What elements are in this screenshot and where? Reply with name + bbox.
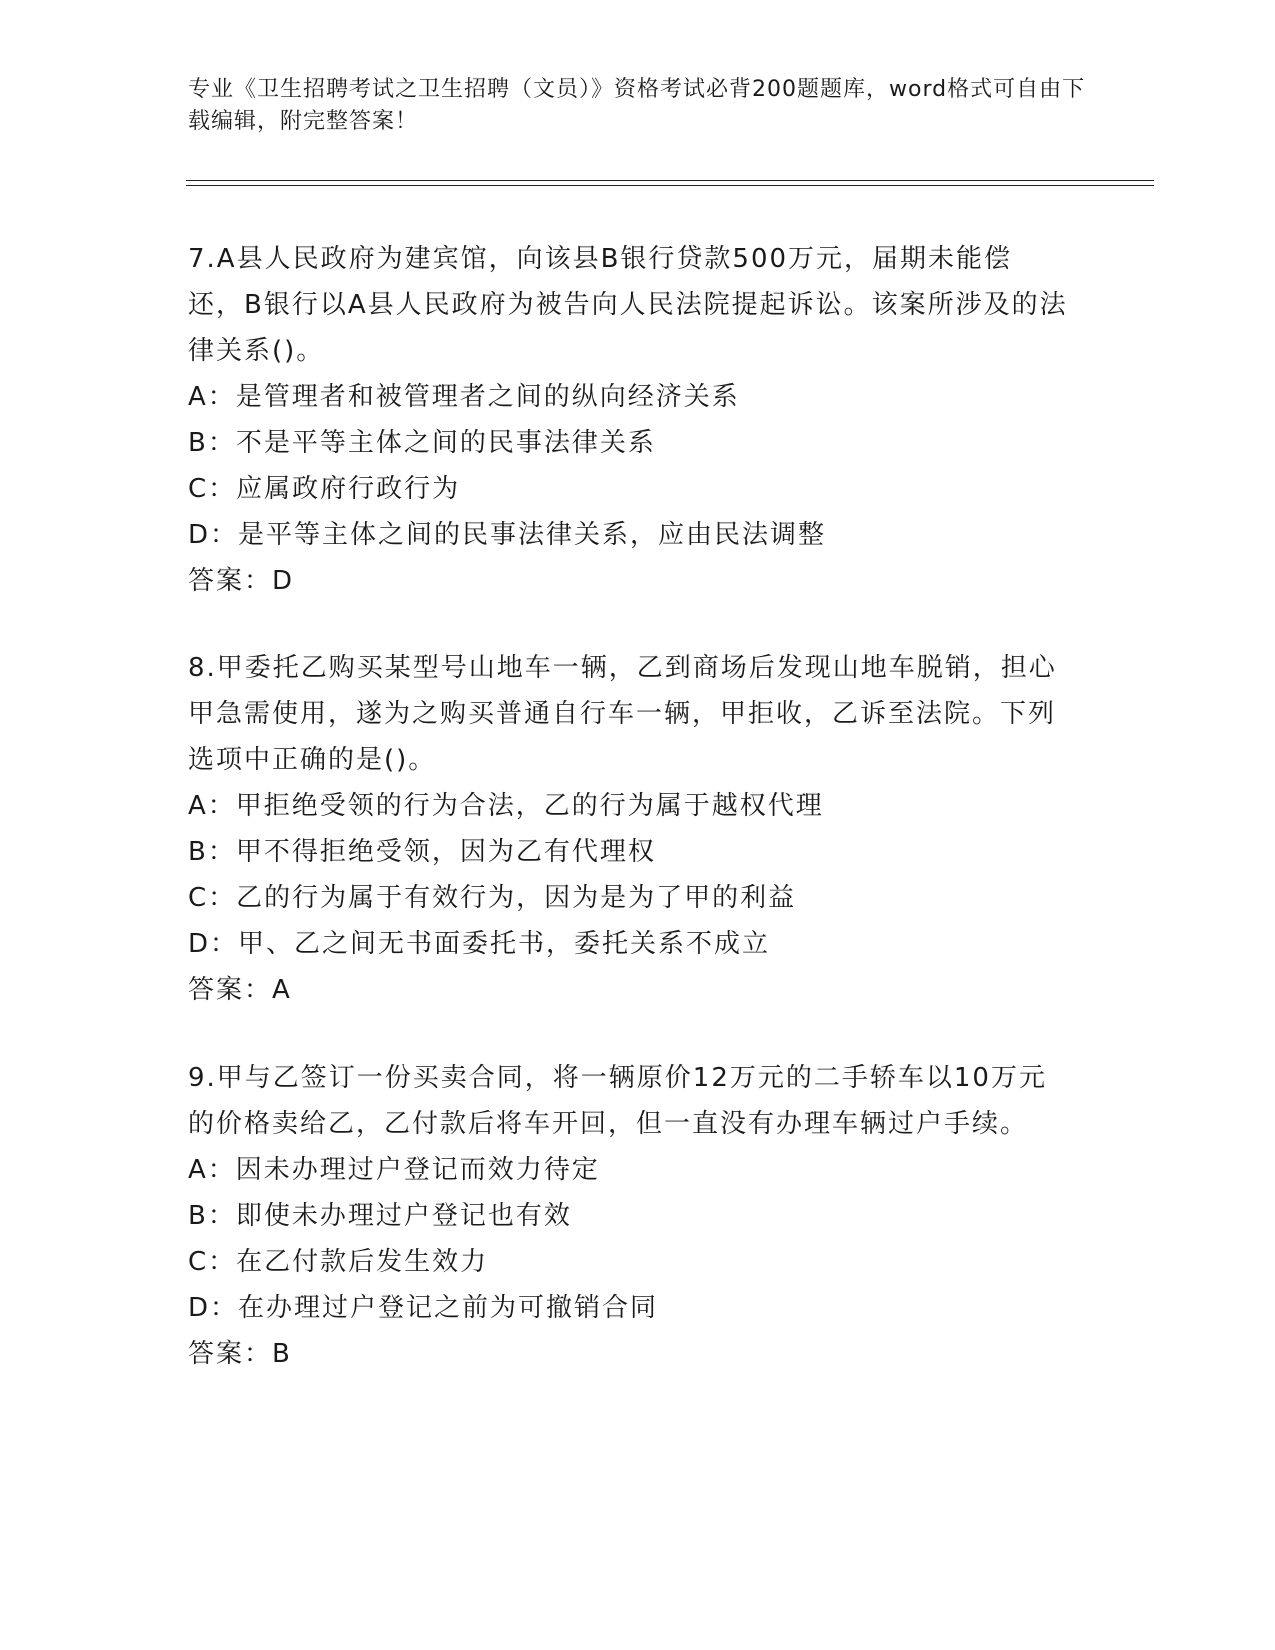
- header-divider-bottom: [186, 185, 1154, 186]
- option-b: B：即使未办理过户登记也有效: [188, 1201, 572, 1231]
- option-c: C：应属政府行政行为: [188, 474, 461, 504]
- option-c: C：乙的行为属于有效行为，因为是为了甲的利益: [188, 883, 797, 913]
- option-d: D：在办理过户登记之前为可撤销合同: [188, 1293, 659, 1323]
- answer-key: 答案：D: [188, 566, 295, 596]
- header-divider-top: [186, 180, 1154, 181]
- option-d: D：甲、乙之间无书面委托书，委托关系不成立: [188, 929, 771, 959]
- question-9: [188, 1055, 1088, 1377]
- option-a: A：因未办理过户登记而效力待定: [188, 1155, 600, 1185]
- option-a: A：甲拒绝受领的行为合法，乙的行为属于越权代理: [188, 791, 824, 821]
- option-c: C：在乙付款后发生效力: [188, 1247, 489, 1277]
- question-stem: 7.A县人民政府为建宾馆，向该县B银行贷款500万元，届期未能偿还，B银行以A县人民政府为被告向人民法院提起诉讼。该案所涉及的法律关系()。: [188, 244, 1068, 366]
- answer-key: 答案：A: [188, 975, 292, 1005]
- question-stem: 8.甲委托乙购买某型号山地车一辆，乙到商场后发现山地车脱销，担心甲急需使用，遂为之购买普通自行车一辆，甲拒收，乙诉至法院。下列选项中正确的是()。: [188, 653, 1057, 775]
- answer-key: 答案：B: [188, 1339, 292, 1369]
- question-8: [188, 645, 1088, 1013]
- option-a: A：是管理者和被管理者之间的纵向经济关系: [188, 382, 740, 412]
- option-b: B：不是平等主体之间的民事法律关系: [188, 428, 656, 458]
- question-stem: 9.甲与乙签订一份买卖合同，将一辆原价12万元的二手轿车以10万元的价格卖给乙，乙付款后将车开回，但一直没有办理车辆过户手续。: [188, 1063, 1047, 1139]
- question-7: [188, 236, 1088, 604]
- document-header: 专业《卫生招聘考试之卫生招聘（文员）》资格考试必背200题题库，word格式可自由下载编辑，附完整答案！: [188, 77, 1086, 134]
- option-d: D：是平等主体之间的民事法律关系，应由民法调整: [188, 520, 827, 550]
- option-b: B：甲不得拒绝受领，因为乙有代理权: [188, 837, 656, 867]
